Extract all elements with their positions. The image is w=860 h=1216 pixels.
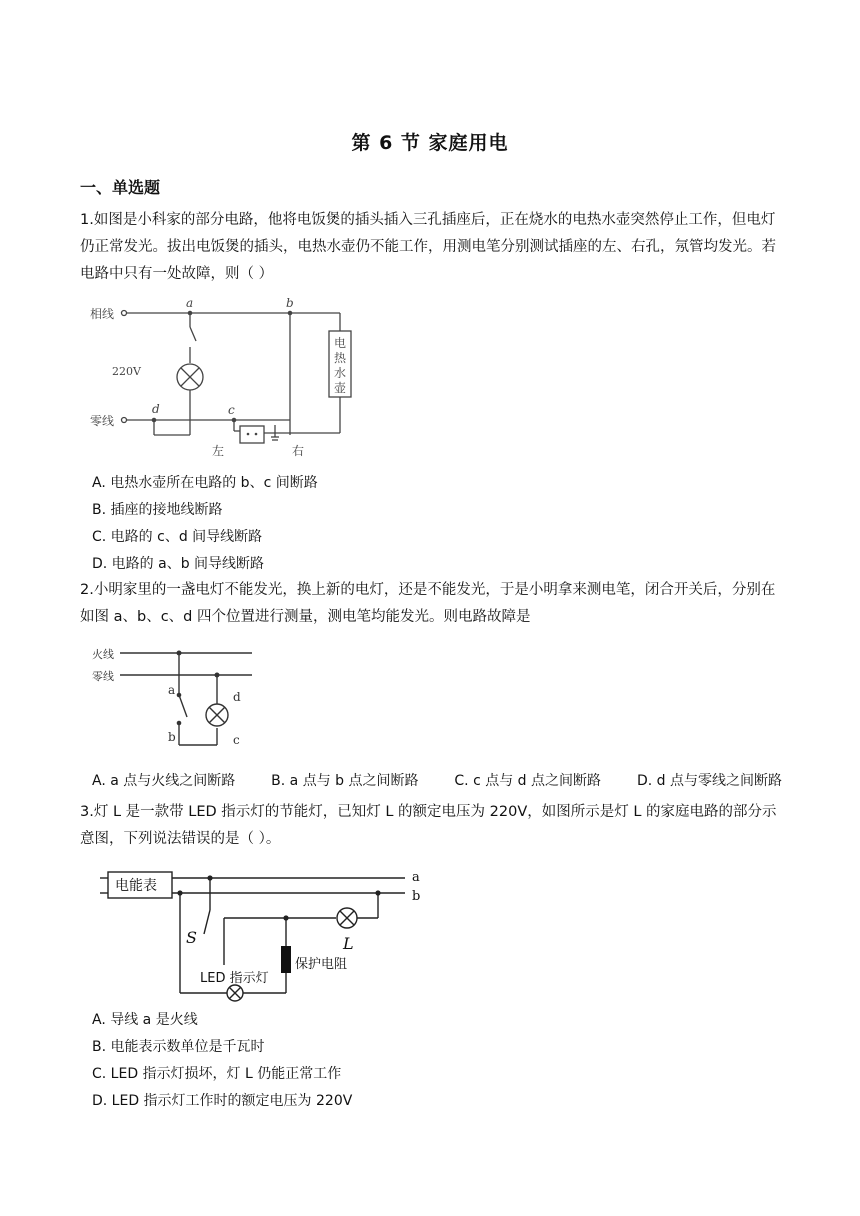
kettle-label-4: 壶 [334,381,347,395]
q2-option-d[interactable]: D. d 点与零线之间断路 [636,773,782,789]
q2-options-row [92,770,782,790]
kettle-label-2: 热 [334,351,347,365]
q3-option-b[interactable]: B. 电能表示数单位是千瓦时 [92,1039,265,1055]
question-3-text: 3.灯 L 是一款带 LED 指示灯的节能灯，已知灯 L 的额定电压为 220V，如图所示是灯 L 的家庭电路的部分示意图，下列说法错误的是（ ）。 [80,804,777,847]
meter-label: 电能表 [115,878,157,894]
switch-s-label: S [186,928,197,947]
question-1-text: 1.如图是小科家的部分电路，他将电饭煲的插头插入三孔插座后，正在烧水的电热水壶突然停止工作，但电灯仍正常发光。拔出电饭煲的插头，电热水壶仍不能工作，用测电笔分别测试插座的左、右孔，氖管均发光。若电路中只有一处故障，则（ ） [80,212,776,282]
q3-option-d[interactable]: D. LED 指示灯工作时的额定电压为 220V [92,1093,353,1109]
page-title: 第 6 节 家庭用电 [351,132,509,154]
q2-option-c[interactable]: C. c 点与 d 点之间断路 [454,773,602,789]
socket-right-label: 右 [292,444,305,458]
wire-b-label: b [412,889,421,904]
point-c-label: c [228,403,235,417]
socket-left-label: 左 [212,444,225,458]
q2-point-d-label: d [233,690,241,704]
q2-option-b[interactable]: B. a 点与 b 点之间断路 [271,773,419,789]
led-indicator-label: LED 指示灯 [200,971,269,986]
q2-point-c-label: c [233,733,240,747]
q3-option-c[interactable]: C. LED 指示灯损坏，灯 L 仍能正常工作 [92,1066,342,1082]
point-a-label: a [186,296,194,310]
fire-wire-label: 火线 [92,648,114,661]
question-2-circuit-diagram [92,645,257,755]
lamp-l-label: L [343,934,354,953]
q2-option-a[interactable]: A. a 点与火线之间断路 [92,773,236,789]
kettle-label-1: 电 [334,336,347,350]
question-1-circuit-diagram [88,295,358,463]
resistor-label: 保护电阻 [295,957,348,972]
voltage-label: 220V [112,365,141,378]
q1-option-b[interactable]: B. 插座的接地线断路 [92,502,223,518]
q1-option-d[interactable]: D. 电路的 a、b 间导线断路 [92,556,265,572]
q1-option-a[interactable]: A. 电热水壶所在电路的 b、c 间断路 [92,475,318,491]
neutral-wire-label-2: 零线 [92,670,114,683]
question-3-circuit-diagram [100,860,440,1010]
point-b-label: b [286,296,294,310]
kettle-label-3: 水 [334,366,347,380]
point-d-label: d [152,402,160,416]
live-wire-label: 相线 [90,307,115,321]
q3-option-a[interactable]: A. 导线 a 是火线 [92,1012,198,1028]
q1-option-c[interactable]: C. 电路的 c、d 间导线断路 [92,529,263,545]
q2-point-a-label: a [168,683,176,697]
neutral-wire-label: 零线 [90,414,115,428]
section-heading: 一、单选题 [80,178,161,197]
wire-a-label: a [412,870,420,885]
question-2-text: 2.小明家里的一盏电灯不能发光，换上新的电灯，还是不能发光，于是小明拿来测电笔，闭合开关后，分别在如图 a、b、c、d 四个位置进行测量，测电笔均能发光。则电路故障是 [80,582,776,625]
q2-point-b-label: b [168,730,176,744]
